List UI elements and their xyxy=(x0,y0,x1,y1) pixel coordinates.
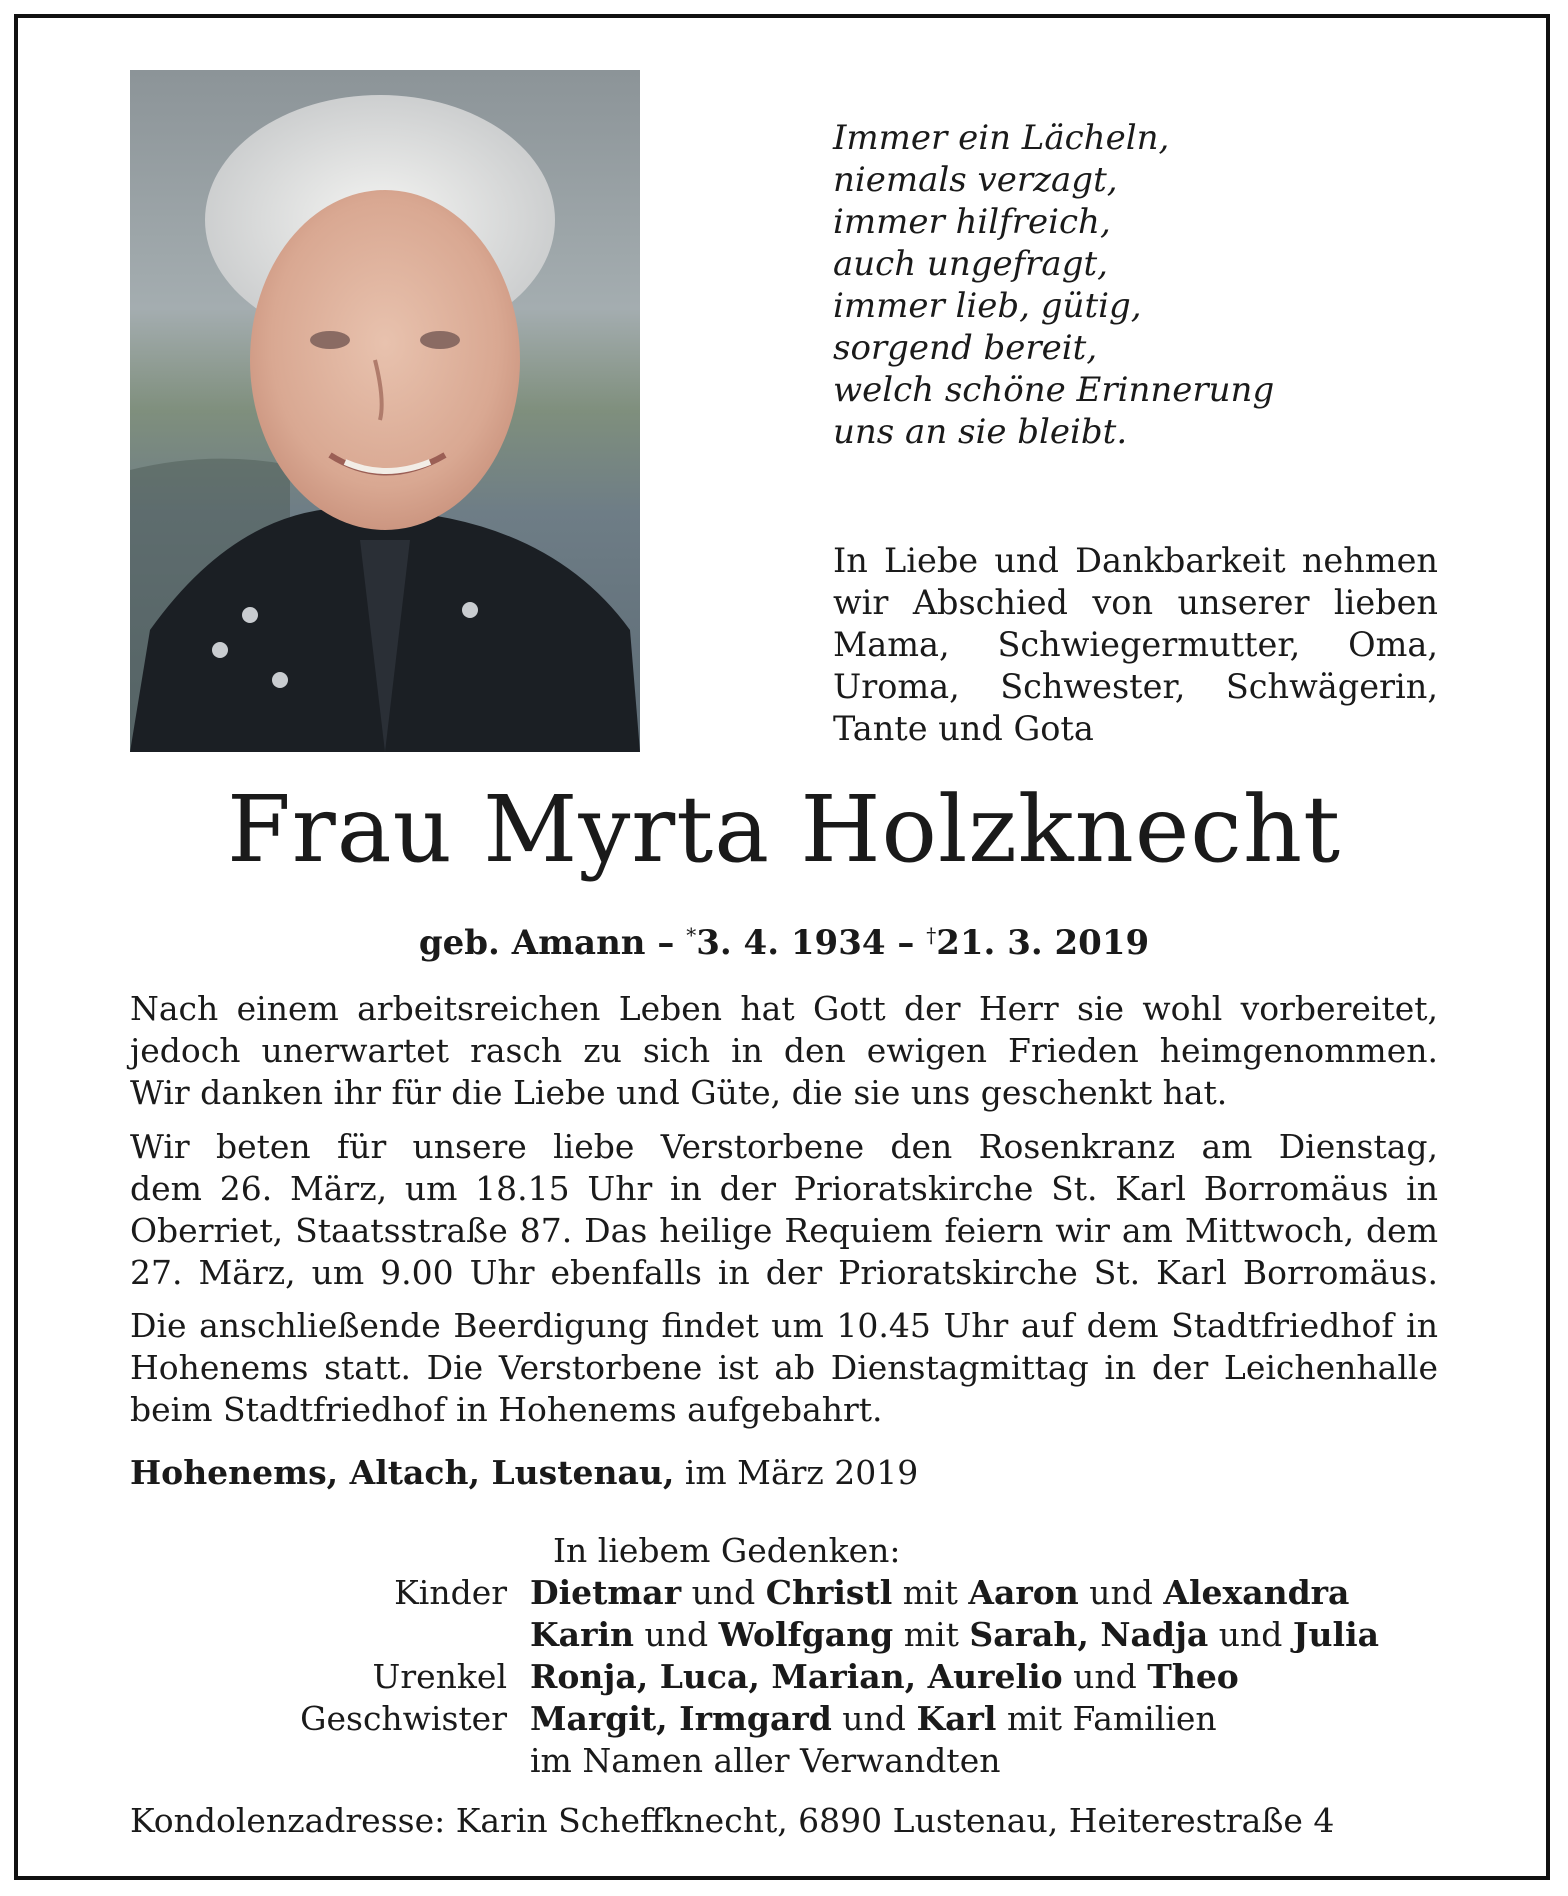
poem xyxy=(833,117,1274,453)
death-mark: † xyxy=(926,923,937,947)
condolence-address: Kondolenzadresse: Karin Scheffknecht, 6890 Lustenau, Heiterestraße 4 xyxy=(130,1801,1335,1840)
month-year: im März 2019 xyxy=(684,1453,919,1492)
intro-line: Uroma, Schwester, Schwägerin, xyxy=(833,667,1438,706)
family-row-geschwister xyxy=(250,1698,1500,1740)
life-dates xyxy=(0,913,1568,965)
paragraph-line: Oberriet, Staatsstraße 87. Das heilige Requiem feiern wir am Mittwoch, dem xyxy=(130,1211,1438,1250)
intro-line: Mama, Schwiegermutter, Oma, xyxy=(833,625,1438,664)
intro-line: Tante und Gota xyxy=(833,709,1094,748)
paragraph-line: Wir beten für unsere liebe Verstorbene den Rosenkranz am Dienstag, xyxy=(130,1127,1438,1166)
family-names: Margit, Irmgard und Karl mit Familien xyxy=(530,1699,1217,1738)
paragraph-line: beim Stadtfriedhof in Hohenems aufgebahrt. xyxy=(130,1390,883,1429)
maiden-name: geb. Amann xyxy=(418,923,646,963)
poem-line: Immer ein Lächeln, xyxy=(833,118,1170,158)
paragraph-line: dem 26. März, um 18.15 Uhr in der Prioratskirche St. Karl Borromäus in xyxy=(130,1169,1438,1208)
family-row-urenkel xyxy=(250,1656,1500,1698)
deceased-name: Frau Myrta Holzknecht xyxy=(226,776,1342,883)
death-date: 21. 3. 2019 xyxy=(936,923,1150,963)
paragraph-line: Die anschließende Beerdigung findet um 10.45 Uhr auf dem Stadtfriedhof in xyxy=(130,1306,1438,1345)
separator: – xyxy=(657,923,675,963)
birth-date: 3. 4. 1934 xyxy=(696,923,886,963)
poem-line: immer hilfreich, xyxy=(833,202,1111,242)
portrait-photo xyxy=(130,70,640,752)
signoff-heading: In liebem Gedenken: xyxy=(553,1531,901,1570)
paragraph-line: 27. März, um 9.00 Uhr ebenfalls in der Prioratskirche St. Karl Borromäus. xyxy=(130,1253,1438,1292)
paragraph-line: Nach einem arbeitsreichen Leben hat Gott der Herr sie wohl vorbereitet, xyxy=(130,989,1438,1028)
role-label: Urenkel xyxy=(372,1657,507,1696)
paragraph-burial xyxy=(130,1305,1438,1431)
relatives-line: im Namen aller Verwandten xyxy=(530,1741,1001,1780)
birth-mark: * xyxy=(686,923,697,947)
paragraph-line: jedoch unerwartet rasch zu sich in den ewigen Frieden heimgenommen. xyxy=(130,1031,1438,1070)
towns: Hohenems, Altach, Lustenau, xyxy=(130,1453,675,1492)
paragraph-line: Hohenems statt. Die Verstorbene ist ab Dienstagmittag in der Leichenhalle xyxy=(130,1348,1438,1387)
intro-line: In Liebe und Dankbarkeit nehmen xyxy=(833,541,1438,580)
family-row-kinder xyxy=(250,1572,1500,1614)
paragraph-services xyxy=(130,1126,1438,1294)
farewell-intro xyxy=(833,540,1438,750)
poem-line: niemals verzagt, xyxy=(833,160,1118,200)
poem-line: auch ungefragt, xyxy=(833,244,1108,284)
poem-line: uns an sie bleibt. xyxy=(833,412,1128,452)
poem-line: immer lieb, gütig, xyxy=(833,286,1142,326)
family-names: Karin und Wolfgang mit Sarah, Nadja und Julia xyxy=(530,1615,1379,1654)
intro-line: wir Abschied von unserer lieben xyxy=(833,583,1438,622)
role-label: Geschwister xyxy=(300,1699,507,1738)
paragraph-thanks xyxy=(130,988,1438,1114)
family-row-kinder-2 xyxy=(250,1614,1500,1656)
poem-line: sorgend bereit, xyxy=(833,328,1098,368)
poem-line: welch schöne Erinnerung xyxy=(833,370,1275,410)
place-and-date xyxy=(130,1452,918,1494)
family-row-verwandte xyxy=(250,1740,1500,1782)
family-names: Dietmar und Christl mit Aaron und Alexandra xyxy=(530,1573,1350,1612)
separator: – xyxy=(897,923,915,963)
paragraph-line: Wir danken ihr für die Liebe und Güte, die sie uns geschenkt hat. xyxy=(130,1073,1228,1112)
family-names: Ronja, Luca, Marian, Aurelio und Theo xyxy=(530,1657,1239,1696)
family-list xyxy=(250,1572,1500,1782)
role-label: Kinder xyxy=(394,1573,507,1612)
